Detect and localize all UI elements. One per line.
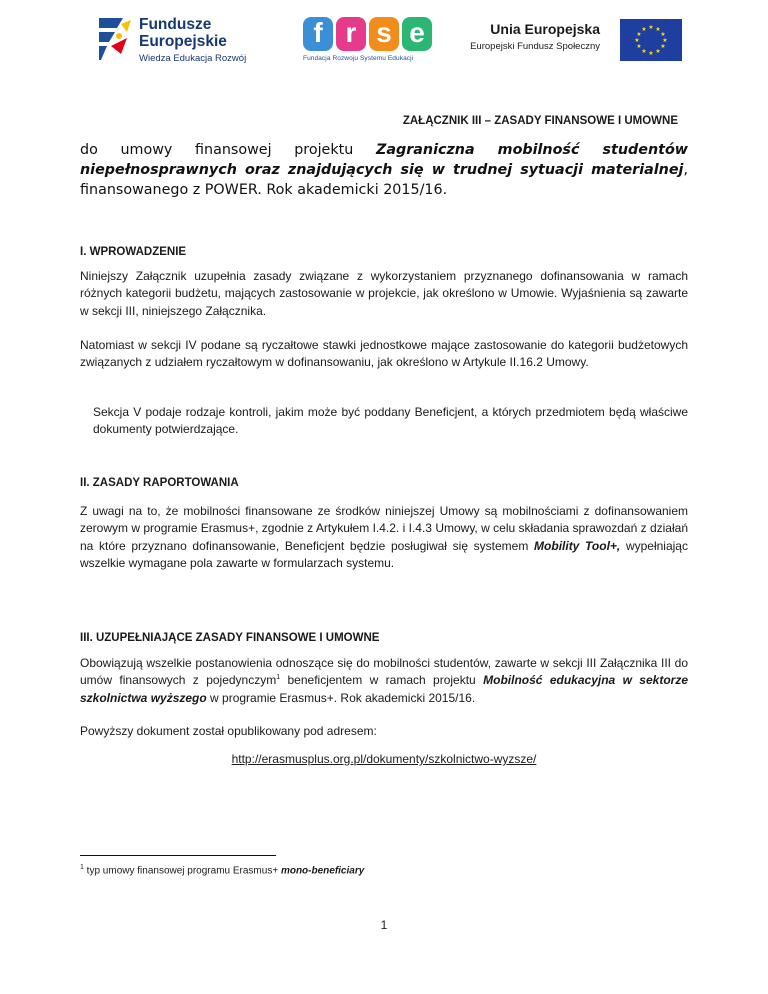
frse-letter-s: s: [369, 17, 399, 51]
svg-text:★: ★: [648, 24, 654, 31]
ue-logo-subtitle: Europejski Fundusz Społeczny: [470, 41, 600, 52]
footnote-bold-term: mono-beneficiary: [280, 865, 365, 877]
intro-prefix: do umowy finansowej projektu: [80, 142, 376, 158]
frse-logo: [303, 17, 443, 67]
fundusze-europejskie-logo: [97, 14, 257, 66]
svg-text:★: ★: [660, 43, 666, 50]
intro-suffix: , finansowanego z POWER. Rok akademicki 2015/16.: [80, 162, 688, 198]
section-3-paragraph-1: [80, 655, 688, 707]
section-1-paragraph-3: Sekcja V podaje rodzaje kontroli, jakim może być poddany Beneficjent, a których przedmiotem będą właściwe dokumenty potwierdzające.: [93, 405, 688, 437]
annex-title: ZAŁĄCZNIK III – ZASADY FINANSOWE I UMOWNE: [402, 115, 678, 127]
fe-logo-line2: Europejskie: [139, 33, 227, 50]
fe-logo-line1: Fundusze: [139, 16, 212, 33]
frse-letter-e: e: [402, 17, 432, 51]
erasmusplus-link[interactable]: http://erasmusplus.org.pl/dokumenty/szkolnictwo-wyzsze/: [231, 752, 537, 766]
section-1-paragraph-1: Niniejszy Załącznik uzupełnia zasady związane z wykorzystaniem przyznanego dofinansowania w ramach różnych kategorii budżetu, mających zastosowanie w projekcie, jak określono w Umowie. Wyjaśnienia są zawarte w sekcji III, niniejszego Załącznika.: [80, 269, 688, 318]
section-2-paragraph-1: [80, 503, 688, 572]
section-3-text-d: w programie Erasmus+. Rok akademicki 2015/16.: [206, 690, 476, 705]
svg-text:★: ★: [641, 26, 647, 33]
intro-paragraph: [80, 140, 688, 200]
section-3-program-name: Mobilność edukacyjna w sektorze szkolnictwa wyższego: [80, 673, 688, 705]
section-2-text-c: wypełniając wszelkie wymagane pola zawarte w formularzach systemu.: [80, 538, 688, 570]
frse-letter-r: r: [336, 17, 366, 51]
page-number: 1: [380, 918, 388, 932]
footnote-text: typ umowy finansowej programu Erasmus+: [83, 865, 281, 877]
section-3-heading: III. UZUPEŁNIAJĄCE ZASADY FINANSOWE I UMOWNE: [80, 632, 380, 644]
section-1-paragraph-2: Natomiast w sekcji IV podane są ryczałtowe stawki jednostkowe mające zastosowanie do kategorii budżetowych związanych z udziałem ryczałtowym w dofinansowaniu, jak określono w Artykule II.16.2 Umowy.: [80, 338, 688, 370]
section-2-text-a: Z uwagi na to, że mobilności finansowane ze środków niniejszej Umowy są mobilnościami z dofinansowaniem zerowym w programie Erasmus+, zgodnie z Artykułem I.4.2. i I.4.3 Umowy, w celu składania sprawozdań z działań na które przyznano dofinansowanie, Beneficjent będzie posługiwał się systemem: [80, 504, 688, 553]
svg-text:★: ★: [660, 31, 666, 38]
footnote: [80, 864, 364, 876]
svg-text:★: ★: [641, 48, 647, 55]
footnote-divider: [80, 855, 276, 856]
section-1-heading: I. WPROWADZENIE: [80, 246, 187, 258]
ue-logo-title: Unia Europejska: [490, 21, 600, 37]
frse-logo-subtitle: Fundacja Rozwoju Systemu Edukacji: [303, 55, 414, 62]
section-3-text-b: beneficjentem w ramach projektu: [280, 673, 484, 688]
unia-europejska-logo: [470, 19, 682, 63]
intro-project-name: Zagraniczna mobilność studentów niepełnosprawnych oraz znajdujących się w trudnej sytuacji materialnej: [80, 142, 688, 178]
svg-text:★: ★: [634, 37, 640, 44]
footnote-number: 1: [80, 864, 84, 871]
footnote-ref: 1: [276, 674, 281, 682]
fe-logo-subtitle: Wiedza Edukacja Rozwój: [139, 53, 247, 64]
svg-text:★: ★: [662, 37, 668, 44]
svg-text:★: ★: [636, 43, 642, 50]
section-3-text-a: Obowiązują wszelkie postanowienia odnoszące się do mobilności studentów, zawarte w sekcji III Załącznika III do umów finansowych z pojedynczym: [80, 656, 688, 688]
section-2-heading: II. ZASADY RAPORTOWANIA: [80, 477, 239, 489]
document-link-line: [0, 752, 768, 766]
svg-text:★: ★: [648, 50, 654, 57]
svg-text:★: ★: [655, 48, 661, 55]
frse-letter-f: f: [303, 17, 333, 51]
eu-flag-icon: [620, 19, 682, 61]
svg-text:★: ★: [655, 26, 661, 33]
mobility-tool-name: Mobility Tool+,: [534, 538, 621, 553]
svg-text:★: ★: [636, 31, 642, 38]
section-3-paragraph-2: Powyższy dokument został opublikowany pod adresem:: [80, 724, 377, 738]
fundusze-europejskie-mark-icon: [97, 14, 133, 64]
